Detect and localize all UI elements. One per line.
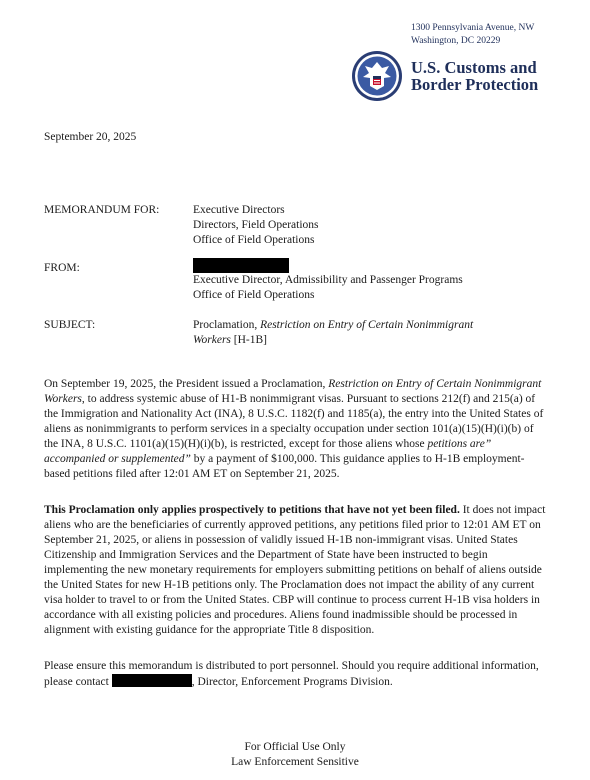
agency-line-1: U.S. Customs and [411, 58, 537, 77]
p1-text-b: , to address systemic abuse of H1-B nonimmigrant visas. Pursuant to sections 212(f) and 215(a) of the Immigration and Nationality Act (INA), 8 U.S.C. 1182(f) and 1185(a), the entry into the United States of aliens as nonimmigrants to perform services in a specialty occupation under section 101(a)(15)(H)(i)(b) of the INA, 8 U.S.C. 1101(a)(15)(H)(i)(b), is restricted, except for those aliens whose [44, 393, 544, 450]
body-paragraph-3 [44, 659, 546, 690]
subject-suffix: [H-1B] [230, 334, 268, 346]
body-paragraph-1 [44, 377, 546, 482]
recipient-line: Executive Directors [193, 204, 285, 216]
redacted-contact [112, 674, 192, 687]
p1-text-c: by a payment of $100,000. This guidance applies to H-1B employment-based petitions filed after 12:01 AM ET on September 21, 2025. [44, 453, 525, 480]
p1-quoted-text: petitions are” accompanied or supplemented” [44, 438, 492, 465]
recipient-line: Office of Field Operations [193, 234, 315, 246]
p1-text-a: On September 19, 2025, the President issued a Proclamation, [44, 378, 329, 390]
p3-text-a: Please ensure this memorandum is distributed to port personnel. Should you require additional information, please contact [44, 660, 539, 688]
p1-proclamation-title: Restriction on Entry of Certain Nonimmigrant Workers [44, 378, 542, 405]
p2-text: It does not impact aliens who are the beneficiaries of currently approved petitions, any petitions filed prior to 12:01 AM ET on September 21, 2025, or aliens in possession of validly issued H-1B non-immigrant visas. United States Citizenship and Immigration Services and the Department of State have been instructed to begin implementing the new monetary requirements for employers submitting petitions on behalf of aliens outside the United States for new H-1B petitions only. The Proclamation does not impact the ability of any current visa holder to travel to or from the United States. CBP will continue to process current H-1B visa holders in accordance with all existing policies and procedures. Aliens found inadmissible should be processed in alignment with existing guidance for the appropriate Title 8 disposition. [44, 504, 546, 636]
footer-line-2: Law Enforcement Sensitive [231, 756, 359, 768]
memo-for-recipients [193, 203, 513, 248]
subject-prefix: Proclamation, [193, 319, 261, 331]
body-paragraph-2 [44, 503, 546, 638]
memo-for-label: MEMORANDUM FOR: [44, 204, 160, 216]
address-line-1: 1300 Pennsylvania Avenue, NW [411, 23, 535, 33]
recipient-line: Directors, Field Operations [193, 219, 319, 231]
agency-name [411, 59, 538, 93]
address-line-2: Washington, DC 20229 [411, 36, 501, 46]
from-block [193, 258, 513, 303]
letterhead-address [411, 22, 534, 48]
footer-line-1: For Official Use Only [244, 741, 346, 753]
memo-date: September 20, 2025 [44, 131, 137, 143]
agency-line-2: Border Protection [411, 75, 539, 94]
subject-title: Restriction on Entry of Certain Nonimmigrant Workers [193, 319, 474, 346]
redacted-name [193, 258, 289, 273]
from-label: FROM: [44, 262, 80, 274]
from-title: Executive Director, Admissibility and Passenger Programs [193, 274, 463, 286]
footer-marking [0, 740, 590, 770]
dhs-seal-icon [351, 50, 403, 102]
subject-text [193, 318, 503, 348]
from-office: Office of Field Operations [193, 289, 315, 301]
p2-bold-lead: This Proclamation only applies prospectively to petitions that have not yet been filed. [44, 504, 460, 516]
subject-label: SUBJECT: [44, 319, 96, 331]
p3-text-b: , Director, Enforcement Programs Division. [191, 676, 393, 688]
